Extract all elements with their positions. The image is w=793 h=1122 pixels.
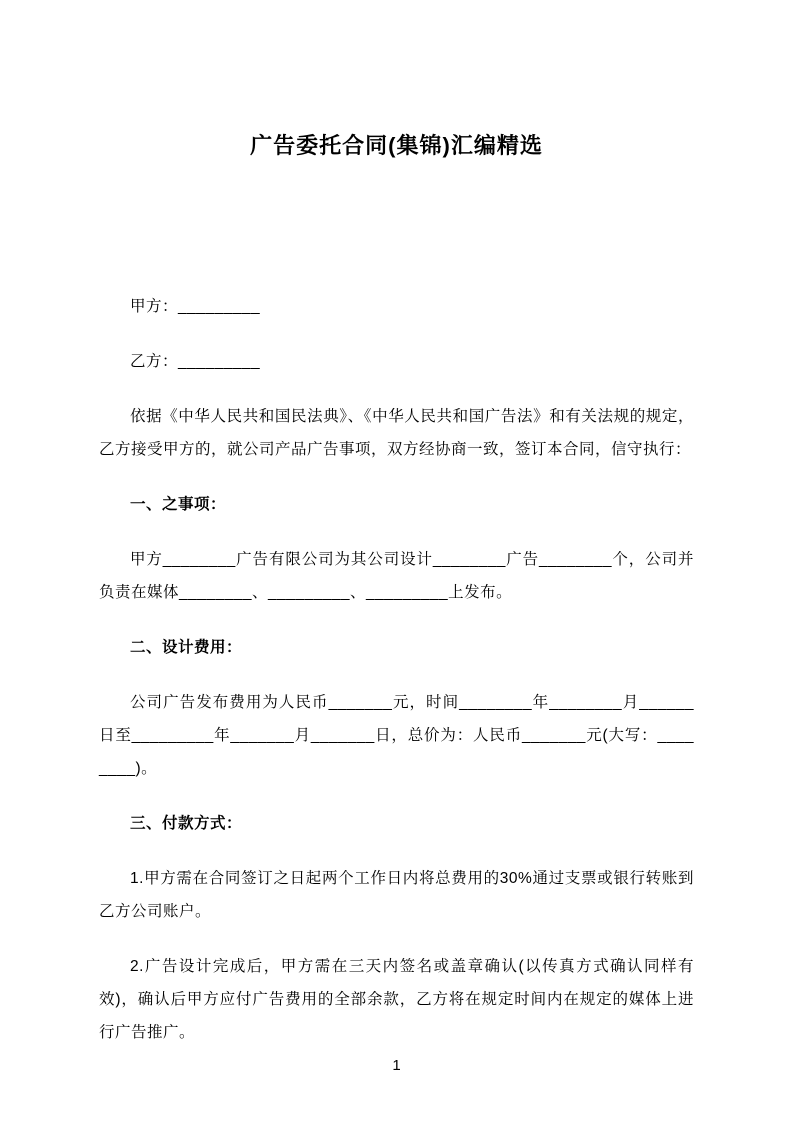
paragraph: 公司广告发布费用为人民币_______元，时间________年________月______日至_________年_______月_______日，总价为：人民币_______元(大写：________)。 xyxy=(99,694,694,777)
section-heading: 一、之事项： xyxy=(130,496,227,513)
page-number: 1 xyxy=(392,1057,401,1074)
document-body xyxy=(99,290,694,1049)
paragraph: 甲方________广告有限公司为其公司设计________广告________个，公司并负责在媒体________、_________、_________上发布。 xyxy=(99,551,694,601)
paragraph: 乙方：_________ xyxy=(130,353,261,370)
document-title: 广告委托合同(集锦)汇编精选 xyxy=(250,133,543,158)
section-heading: 二、设计费用： xyxy=(130,639,243,656)
paragraph: 依据《中华人民共和国民法典》、《中华人民共和国广告法》和有关法规的规定，乙方接受甲方的，就公司产品广告事项，双方经协商一致，签订本合同，信守执行： xyxy=(99,408,694,458)
paragraph: 1.甲方需在合同签订之日起两个工作日内将总费用的30%通过支票或银行转账到乙方公司账户。 xyxy=(99,870,694,920)
section-heading: 三、付款方式： xyxy=(130,815,243,832)
paragraph: 甲方：_________ xyxy=(130,298,261,315)
paragraph: 2.广告设计完成后，甲方需在三天内签名或盖章确认(以传真方式确认同样有效)，确认后甲方应付广告费用的全部余款，乙方将在规定时间内在规定的媒体上进行广告推广。 xyxy=(99,958,694,1041)
